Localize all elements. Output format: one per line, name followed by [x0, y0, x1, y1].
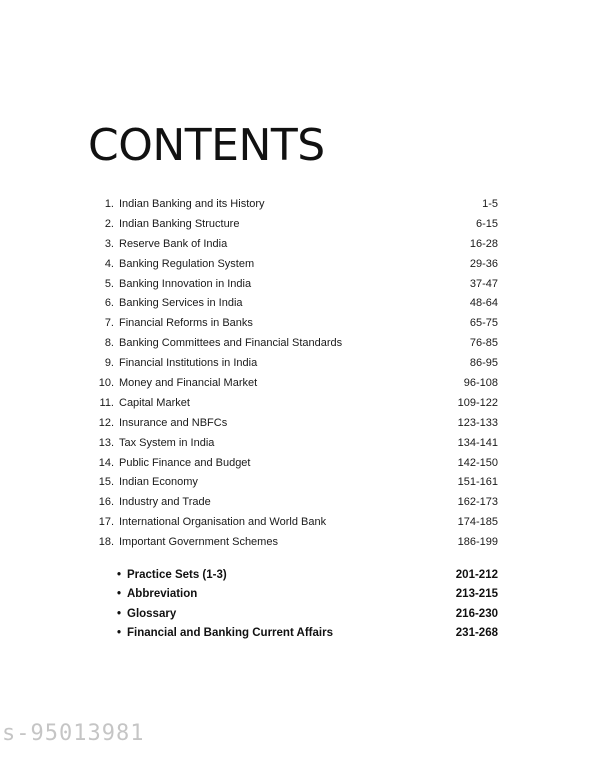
chapter-number: 6.	[104, 297, 114, 310]
chapter-number: 7.	[104, 317, 114, 330]
list-item	[92, 492, 498, 512]
chapter-title: Banking Committees and Financial Standards	[119, 337, 343, 350]
appendix-pages: 231-268	[455, 627, 498, 640]
chapter-number: 10.	[98, 376, 114, 389]
chapter-number: 14.	[98, 456, 114, 469]
chapter-number: 3.	[104, 237, 114, 250]
list-item	[92, 274, 498, 294]
list-item	[92, 472, 498, 492]
chapter-number: 1.	[104, 197, 114, 210]
chapter-pages: 134-141	[457, 436, 498, 449]
chapter-pages: 76-85	[469, 337, 498, 350]
chapter-number: 4.	[104, 257, 114, 270]
chapter-number: 16.	[98, 496, 114, 509]
chapter-pages: 1-5	[482, 197, 498, 210]
chapter-title: Financial Institutions in India	[119, 357, 258, 370]
list-item	[92, 333, 498, 353]
list-item	[92, 512, 498, 532]
appendix-title: Financial and Banking Current Affairs	[127, 627, 333, 640]
appendix-title: Abbreviation	[127, 588, 198, 601]
chapter-number: 9.	[104, 357, 114, 370]
list-item	[117, 624, 498, 644]
chapter-pages: 109-122	[457, 396, 498, 409]
chapter-number: 11.	[99, 396, 114, 409]
chapter-title: Financial Reforms in Banks	[119, 317, 253, 330]
chapter-number: 12.	[98, 416, 114, 429]
chapter-pages: 48-64	[469, 297, 498, 310]
chapter-title: Banking Innovation in India	[119, 277, 252, 290]
list-item	[92, 194, 498, 214]
chapter-number: 8.	[104, 337, 114, 350]
chapter-number: 18.	[98, 536, 114, 549]
chapter-pages: 65-75	[469, 317, 498, 330]
appendix-pages: 201-212	[455, 568, 498, 581]
chapter-title: Reserve Bank of India	[119, 237, 228, 250]
page-title: CONTENTS	[88, 120, 325, 171]
list-item	[92, 433, 498, 453]
chapter-pages: 162-173	[457, 496, 498, 509]
chapter-number: 17.	[98, 516, 114, 529]
chapter-pages: 37-47	[469, 277, 498, 290]
chapter-title: Insurance and NBFCs	[119, 416, 228, 429]
watermark: s-95013981	[2, 721, 145, 746]
list-item	[92, 293, 498, 313]
chapter-pages: 29-36	[469, 257, 498, 270]
list-item	[92, 214, 498, 234]
appendix-list	[117, 565, 498, 643]
chapter-title: Capital Market	[119, 396, 190, 409]
list-item	[92, 234, 498, 254]
list-item	[92, 373, 498, 393]
appendix-title: Practice Sets (1-3)	[127, 568, 227, 581]
chapter-pages: 174-185	[457, 516, 498, 529]
chapter-number: 13.	[98, 436, 114, 449]
chapter-title: Money and Financial Market	[119, 376, 258, 389]
bullet: •	[117, 627, 122, 640]
list-item	[117, 565, 498, 585]
chapter-list	[92, 194, 498, 552]
chapter-title: Public Finance and Budget	[119, 456, 251, 469]
list-item	[92, 532, 498, 552]
chapter-pages: 186-199	[457, 536, 498, 549]
list-item	[92, 413, 498, 433]
appendix-title: Glossary	[127, 607, 177, 620]
list-item	[92, 453, 498, 473]
chapter-title: Banking Services in India	[119, 297, 243, 310]
list-item	[92, 353, 498, 373]
chapter-title: Banking Regulation System	[119, 257, 255, 270]
list-item	[92, 313, 498, 333]
chapter-pages: 96-108	[463, 376, 498, 389]
chapter-pages: 123-133	[457, 416, 498, 429]
appendix-pages: 213-215	[455, 588, 498, 601]
chapter-title: Industry and Trade	[119, 496, 211, 509]
list-item	[117, 585, 498, 605]
chapter-title: Indian Economy	[119, 476, 198, 489]
bullet: •	[117, 588, 122, 601]
chapter-number: 2.	[104, 217, 114, 230]
chapter-pages: 86-95	[469, 357, 498, 370]
list-item	[117, 604, 498, 624]
chapter-title: Important Government Schemes	[119, 536, 278, 549]
bullet: •	[117, 607, 122, 620]
chapter-number: 5.	[104, 277, 114, 290]
list-item	[92, 254, 498, 274]
chapter-pages: 6-15	[475, 217, 498, 230]
chapter-title: Tax System in India	[119, 436, 215, 449]
list-item	[92, 393, 498, 413]
bullet: •	[117, 568, 122, 581]
chapter-pages: 16-28	[469, 237, 498, 250]
chapter-title: International Organisation and World Bank	[119, 516, 327, 529]
chapter-title: Indian Banking Structure	[119, 217, 240, 230]
chapter-pages: 151-161	[457, 476, 498, 489]
chapter-title: Indian Banking and its History	[119, 197, 265, 210]
appendix-pages: 216-230	[455, 607, 498, 620]
chapter-number: 15.	[98, 476, 114, 489]
chapter-pages: 142-150	[457, 456, 498, 469]
